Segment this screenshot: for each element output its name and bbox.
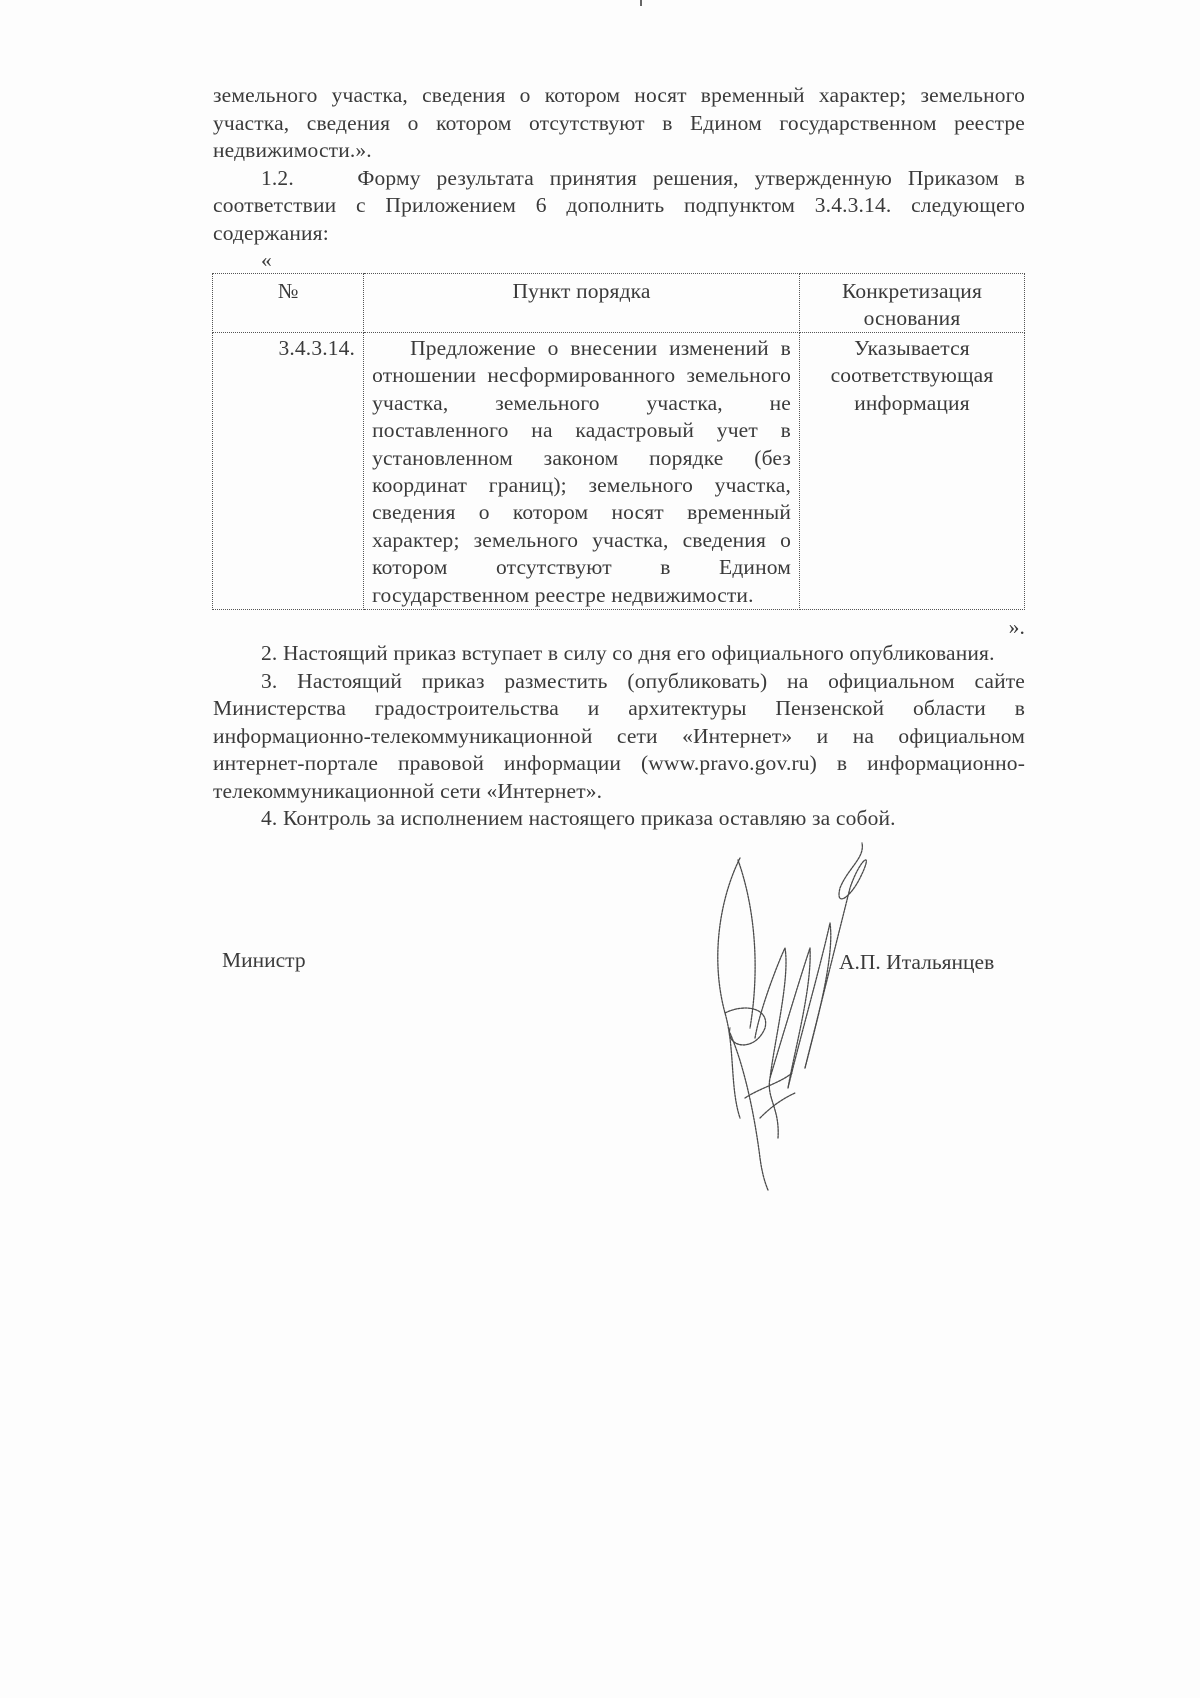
amendment-table (212, 273, 1025, 610)
signature-block (222, 948, 1022, 988)
closing-quote: ». (1008, 615, 1025, 640)
paragraph-3: 3. Настоящий приказ разместить (опубликовать) на официальном сайте Министерства градостроительства и архитектуры Пензенской области в информационно-телекоммуникационной сети «Интернет» и на официальном интернет-портале правовой информации (www.pravo.gov.ru) в информационно-телекоммуникационной сети «Интернет». (213, 668, 1025, 803)
paragraph-2: 2. Настоящий приказ вступает в силу со дня его официального опубликования. (261, 641, 995, 666)
cell-basis: Указывается соответствующая информация (799, 333, 1024, 610)
document-body (213, 82, 1025, 833)
header-item: Пункт порядка (364, 274, 800, 333)
handwritten-signature (700, 838, 870, 1193)
paragraph-4: 4. Контроль за исполнением настоящего приказа оставляю за собой. (261, 806, 896, 831)
scan-artifact (640, 0, 642, 6)
header-number: № (213, 274, 364, 333)
header-basis: Конкретизация основания (799, 274, 1024, 333)
table-row (213, 333, 1025, 610)
signer-name: А.П. Итальянцев (839, 950, 995, 974)
table-header-row (213, 274, 1025, 333)
signer-position: Министр (222, 948, 306, 972)
opening-quote: « (261, 248, 272, 272)
cell-number: 3.4.3.14. (213, 333, 364, 610)
paragraph-1-2: 1.2. Форму результата принятия решения, утвержденную Приказом в соответствии с Приложением 6 дополнить подпунктом 3.4.3.14. следующего содержания: (213, 165, 1025, 245)
cell-item: Предложение о внесении изменений в отношении несформированного земельного участка, земельного участка, не поставленного на кадастровый учет в установленном законом порядке (без координат границ); земельного участка, сведения о котором носят временный характер; земельного участка, сведения о котором отсутствуют в Едином государственном реестре недвижимости. (364, 333, 800, 610)
paragraph-continuation: земельного участка, сведения о котором носят временный характер; земельного участка, сведения о котором отсутствуют в Едином государственном реестре недвижимости.». (213, 83, 1025, 162)
